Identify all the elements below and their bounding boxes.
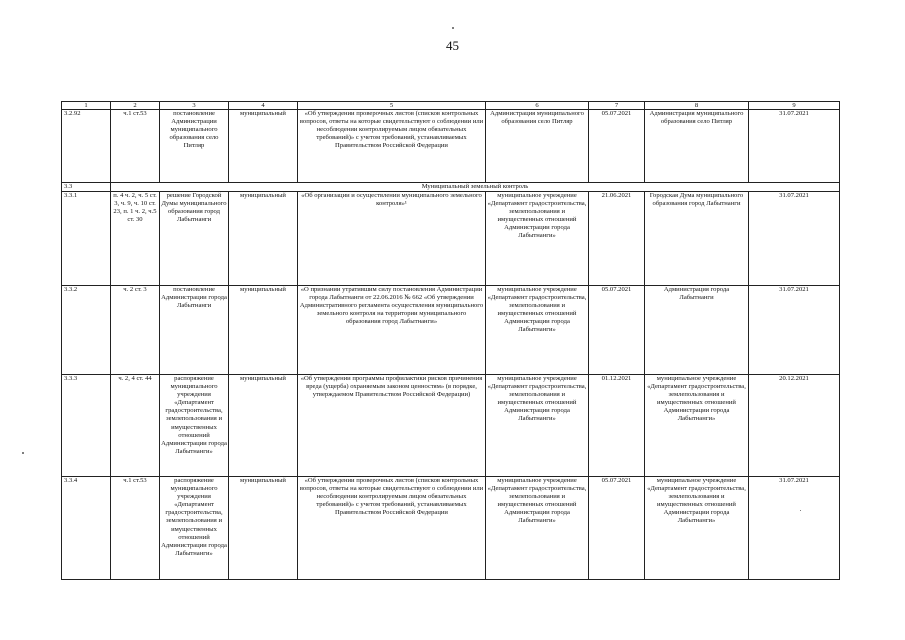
section-title: Муниципальный земельный контроль <box>111 183 840 192</box>
column-header: 3 <box>160 102 229 110</box>
column-number-row <box>62 102 840 110</box>
act-level: муниципальный <box>229 286 298 375</box>
item-number: 3.3.2 <box>62 286 111 375</box>
scan-speck <box>800 510 801 511</box>
act-title: «Об утверждении проверочных листов (списков контрольных вопросов, ответы на которые свидетельствуют о соблюдении или несоблюдении контролируемым лицом обязательных требований)» с учетом требований, устанавливаемых Правительством Российской Федерации <box>298 477 486 580</box>
act-type: распоряжение муниципального учреждения «Департамент градостроительства, землепользования и имущественных отношений Администрации города Лабытнанги» <box>160 375 229 477</box>
submission-date: 01.12.2021 <box>589 375 645 477</box>
act-title: «Об утверждении проверочных листов (списков контрольных вопросов, ответы на которые свидетельствуют о соблюдении или несоблюдении контролируемым лицом обязательных требований)» с учетом требований, устанавливаемых Правительством Российской Федерации <box>298 110 486 183</box>
law-reference: ч. 2 ст. 3 <box>111 286 160 375</box>
developer: муниципальное учреждение «Департамент градостроительства, землепользования и имущественных отношений Администрации города Лабытнанги» <box>486 375 589 477</box>
submission-date: 21.06.2021 <box>589 192 645 286</box>
page-number: 45 <box>446 38 459 53</box>
column-header: 5 <box>298 102 486 110</box>
act-type: постановление Администрации города Лабытнанги <box>160 286 229 375</box>
table-row <box>62 110 840 183</box>
act-level: муниципальный <box>229 192 298 286</box>
column-header: 4 <box>229 102 298 110</box>
table-row <box>62 477 840 580</box>
adopting-body: муниципальное учреждение «Департамент градостроительства, землепользования и имущественных отношений Администрации города Лабытнанги» <box>645 477 749 580</box>
legal-acts-table <box>61 101 840 580</box>
adoption-date: 20.12.2021 <box>749 375 840 477</box>
submission-date: 05.07.2021 <box>589 477 645 580</box>
item-number: 3.2.92 <box>62 110 111 183</box>
developer: муниципальное учреждение «Департамент градостроительства, землепользования и имущественных отношений Администрации города Лабытнанги» <box>486 286 589 375</box>
table-row <box>62 286 840 375</box>
column-header: 1 <box>62 102 111 110</box>
column-header: 8 <box>645 102 749 110</box>
item-number: 3.3.4 <box>62 477 111 580</box>
act-type: постановление Администрации муниципального образования село Питляр <box>160 110 229 183</box>
law-reference: ч.1 ст.53 <box>111 477 160 580</box>
table-row <box>62 192 840 286</box>
adoption-date: 31.07.2021 <box>749 110 840 183</box>
adopting-body: Администрация города Лабытнанги <box>645 286 749 375</box>
submission-date: 05.07.2021 <box>589 286 645 375</box>
column-header: 6 <box>486 102 589 110</box>
law-reference: ч.1 ст.53 <box>111 110 160 183</box>
column-header: 9 <box>749 102 840 110</box>
act-type: распоряжение муниципального учреждения «Департамент градостроительства, землепользования и имущественных отношений Администрации города Лабытнанги» <box>160 477 229 580</box>
developer: Администрация муниципального образования село Питляр <box>486 110 589 183</box>
adopting-body: Городская Дума муниципального образования город Лабытнанги <box>645 192 749 286</box>
act-title: «Об утверждении программы профилактики рисков причинения вреда (ущерба) охраняемым законом ценностям» (в порядке, утверждаемом Правительством Российской Федерации) <box>298 375 486 477</box>
column-header: 7 <box>589 102 645 110</box>
developer: муниципальное учреждение «Департамент градостроительства, землепользования и имущественных отношений Администрации города Лабытнанги» <box>486 192 589 286</box>
section-number: 3.3 <box>62 183 111 192</box>
table-row <box>62 375 840 477</box>
act-type: решение Городской Думы муниципального образования город Лабытнанги <box>160 192 229 286</box>
law-reference: ч. 2, 4 ст. 44 <box>111 375 160 477</box>
section-row <box>62 183 840 192</box>
developer: муниципальное учреждение «Департамент градостроительства, землепользования и имущественных отношений Администрации города Лабытнанги» <box>486 477 589 580</box>
submission-date: 05.07.2021 <box>589 110 645 183</box>
adoption-date: 31.07.2021 <box>749 192 840 286</box>
act-title: «Об организации и осуществлении муниципального земельного контроля»¹ <box>298 192 486 286</box>
act-level: муниципальный <box>229 477 298 580</box>
act-title: «О признании утратившим силу постановления Администрации города Лабытнанги от 22.06.2016 № 662 «Об утверждении Административного регламента осуществления муниципального земельного контроля на территории муниципального образования город Лабытнанги» <box>298 286 486 375</box>
adoption-date: 31.07.2021 <box>749 477 840 580</box>
scan-speck <box>22 452 24 454</box>
adoption-date: 31.07.2021 <box>749 286 840 375</box>
act-level: муниципальный <box>229 375 298 477</box>
column-header: 2 <box>111 102 160 110</box>
act-level: муниципальный <box>229 110 298 183</box>
law-reference: п. 4 ч. 2, ч. 5 ст. 3, ч. 9, ч. 10 ст. 23, п. 1 ч. 2, ч.5 ст. 30 <box>111 192 160 286</box>
adopting-body: муниципальное учреждение «Департамент градостроительства, землепользования и имущественных отношений Администрации города Лабытнанги» <box>645 375 749 477</box>
adopting-body: Администрация муниципального образования село Питляр <box>645 110 749 183</box>
item-number: 3.3.3 <box>62 375 111 477</box>
item-number: 3.3.1 <box>62 192 111 286</box>
scan-speck <box>452 27 454 29</box>
